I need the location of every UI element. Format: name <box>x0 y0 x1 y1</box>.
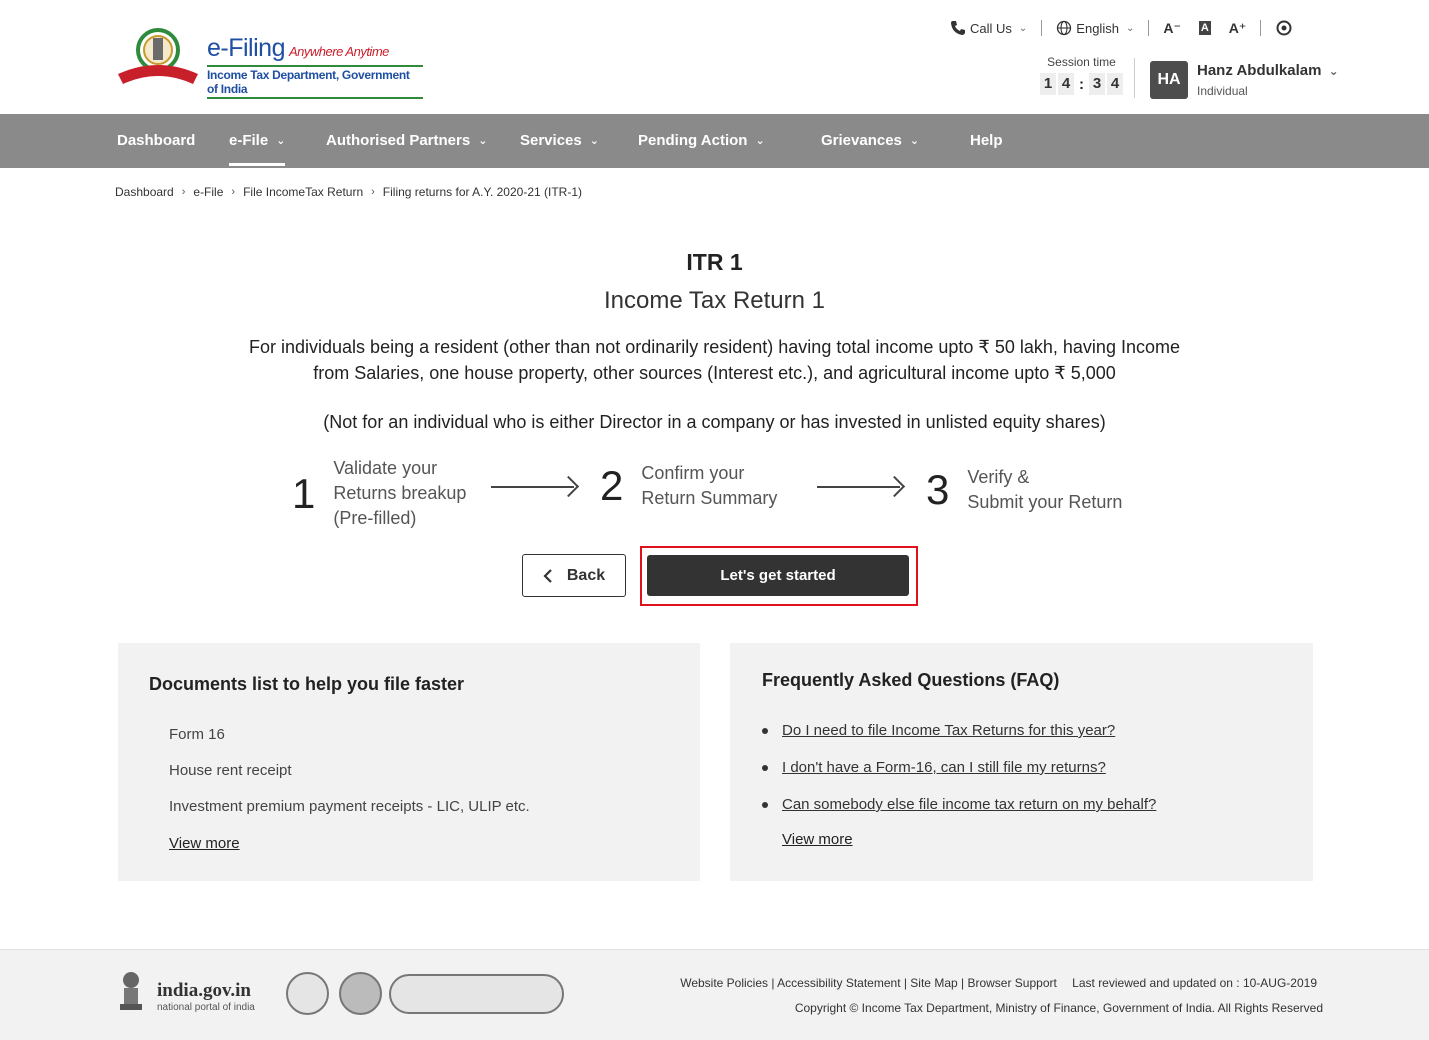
user-menu[interactable] <box>1197 62 1339 79</box>
nav-label: Authorised Partners <box>326 132 471 149</box>
documents-title: Documents list to help you file faster <box>149 674 465 694</box>
language-label: English <box>1076 20 1119 36</box>
nav-item-grievances[interactable] <box>821 114 919 168</box>
nav-label: Grievances <box>821 132 902 149</box>
faq-item <box>762 722 1115 739</box>
faq-title: Frequently Asked Questions (FAQ) <box>762 670 1060 690</box>
india-gov-subtitle: national portal of india <box>157 1002 255 1013</box>
chevron-down-icon: ⌄ <box>276 135 286 147</box>
page-title: ITR 1 <box>686 249 743 275</box>
faq-link[interactable]: Do I need to file Income Tax Returns for this year? <box>782 722 1116 739</box>
phone-icon <box>950 20 966 36</box>
step-text-line: Verify & <box>967 467 1030 487</box>
divider <box>1134 58 1135 98</box>
faq-view-more-link[interactable]: View more <box>782 831 853 848</box>
session-label: Session time <box>1047 55 1116 69</box>
logo[interactable] <box>207 34 423 99</box>
font-increase-button[interactable]: A⁺ <box>1228 19 1247 36</box>
main-nav <box>0 114 1429 168</box>
nav-item-pending-action[interactable] <box>638 114 765 168</box>
iso-certification-badges-icon <box>389 974 564 1014</box>
logo-title: e-Filing <box>207 34 285 62</box>
step-text-line: Submit your Return <box>967 492 1123 512</box>
arrow-right-icon <box>491 486 574 488</box>
faq-card <box>730 643 1313 881</box>
faq-item <box>762 759 1106 776</box>
faq-link[interactable]: I don't have a Form-16, can I still file my returns? <box>782 759 1106 776</box>
breadcrumb-current: Filing returns for A.Y. 2020-21 (ITR-1) <box>382 185 582 199</box>
back-label: Back <box>566 566 606 584</box>
logo-subtitle: Income Tax Department, Government of India <box>207 65 423 99</box>
copyright: Copyright © Income Tax Department, Ministry of Finance, Government of India. All Rights Reserved <box>794 1001 1323 1015</box>
divider <box>1260 20 1261 36</box>
last-updated: Last reviewed and updated on : 10-AUG-2019 <box>1072 976 1317 990</box>
call-us-label: Call Us <box>970 20 1012 36</box>
nav-label: e-File <box>229 132 269 149</box>
chevron-down-icon: ⌄ <box>1125 22 1135 34</box>
step-text-line: (Pre-filled) <box>333 508 417 528</box>
globe-icon <box>1056 20 1072 36</box>
arrow-right-icon <box>817 486 900 488</box>
font-decrease-button[interactable]: A⁻ <box>1163 19 1181 36</box>
session-digit: 4 <box>1107 73 1123 95</box>
document-item: House rent receipt <box>169 762 292 779</box>
chevron-right-icon: › <box>181 186 186 198</box>
user-role: Individual <box>1197 84 1248 98</box>
user-name: Hanz Abdulkalam <box>1197 62 1322 79</box>
step-text-line: Returns breakup <box>333 483 467 503</box>
bullet <box>762 728 768 734</box>
back-button[interactable] <box>522 554 626 597</box>
accessibility-settings-icon[interactable] <box>1275 19 1293 37</box>
breadcrumb-link[interactable]: File IncomeTax Return <box>243 185 364 199</box>
step-number: 3 <box>926 466 950 513</box>
nav-item-dashboard[interactable] <box>117 114 195 168</box>
chevron-right-icon: › <box>231 186 236 198</box>
nav-item-e-file[interactable] <box>229 114 285 168</box>
document-item: Form 16 <box>169 726 225 743</box>
chevron-right-icon: › <box>371 186 375 198</box>
breadcrumb-link[interactable]: Dashboard <box>115 185 174 199</box>
session-digit: 3 <box>1089 73 1105 95</box>
nav-label: Help <box>970 132 1003 149</box>
nav-label: Services <box>520 132 582 149</box>
page-subtitle: Income Tax Return 1 <box>603 287 825 314</box>
step-text-line: Return Summary <box>641 488 778 508</box>
top-utility-bar <box>950 18 1293 38</box>
bullet <box>762 765 768 771</box>
faq-item <box>762 796 1156 813</box>
income-tax-emblem-icon <box>113 26 203 90</box>
eligibility-note: (Not for an individual who is either Director in a company or has invested in unlisted equity shares) <box>323 412 1106 432</box>
chevron-down-icon: ⌄ <box>1018 22 1028 34</box>
divider <box>1041 20 1042 36</box>
nav-item-help[interactable] <box>970 114 1003 168</box>
chevron-left-icon <box>543 569 553 583</box>
entrust-badge-icon <box>339 972 382 1015</box>
call-us-dropdown[interactable] <box>950 20 1027 36</box>
nav-label: Dashboard <box>117 132 196 149</box>
breadcrumb <box>115 185 582 199</box>
description-line: For individuals being a resident (other than not ordinarily resident) having total income upto ₹ 50 lakh, having Income <box>249 337 1180 357</box>
india-gov-link[interactable]: india.gov.in <box>157 980 251 1001</box>
step-text-line: Validate your <box>333 458 438 478</box>
language-dropdown[interactable] <box>1056 20 1134 36</box>
nav-item-services[interactable] <box>520 114 599 168</box>
session-digit: 1 <box>1040 73 1056 95</box>
description-line: from Salaries, one house property, other sources (Interest etc.), and agricultural income upto ₹ 5,000 <box>313 363 1116 383</box>
session-digit: 4 <box>1058 73 1074 95</box>
footer-policy-links[interactable]: Website Policies | Accessibility Statement | Site Map | Browser Support <box>680 976 1057 990</box>
chevron-down-icon: ⌄ <box>755 135 765 147</box>
chevron-down-icon: ⌄ <box>589 135 599 147</box>
logo-tagline: Anywhere Anytime <box>288 44 389 59</box>
document-item: Investment premium payment receipts - LIC, ULIP etc. <box>169 798 530 815</box>
divider <box>1148 20 1149 36</box>
chevron-down-icon: ⌄ <box>909 135 920 147</box>
chevron-down-icon: ⌄ <box>478 135 488 147</box>
session-timer <box>1040 55 1123 95</box>
step-1 <box>292 456 466 531</box>
avatar[interactable]: HA <box>1150 61 1188 99</box>
step-text-line: Confirm your <box>641 463 745 483</box>
step-3 <box>926 465 1122 515</box>
chevron-down-icon: ⌄ <box>1328 64 1339 78</box>
font-normal-button[interactable]: A <box>1200 22 1209 34</box>
session-colon: : <box>1079 75 1084 93</box>
header <box>0 0 1429 114</box>
nav-label: Pending Action <box>638 132 748 149</box>
national-emblem-icon <box>116 970 146 1016</box>
nav-item-authorised-partners[interactable] <box>326 114 487 168</box>
breadcrumb-link[interactable]: e-File <box>193 185 224 199</box>
step-number: 2 <box>600 462 624 509</box>
footer <box>0 949 1429 1040</box>
eligibility-description <box>200 334 1229 386</box>
quality-certification-badge-icon <box>286 972 329 1015</box>
documents-card <box>118 643 700 881</box>
documents-view-more-link[interactable]: View more <box>169 835 240 852</box>
bullet <box>762 802 768 808</box>
step-2 <box>600 461 777 511</box>
step-number: 1 <box>292 469 316 517</box>
faq-link[interactable]: Can somebody else file income tax return on my behalf? <box>782 796 1157 813</box>
footer-links[interactable] <box>680 976 1317 990</box>
lets-get-started-button[interactable]: Let's get started <box>647 555 909 596</box>
